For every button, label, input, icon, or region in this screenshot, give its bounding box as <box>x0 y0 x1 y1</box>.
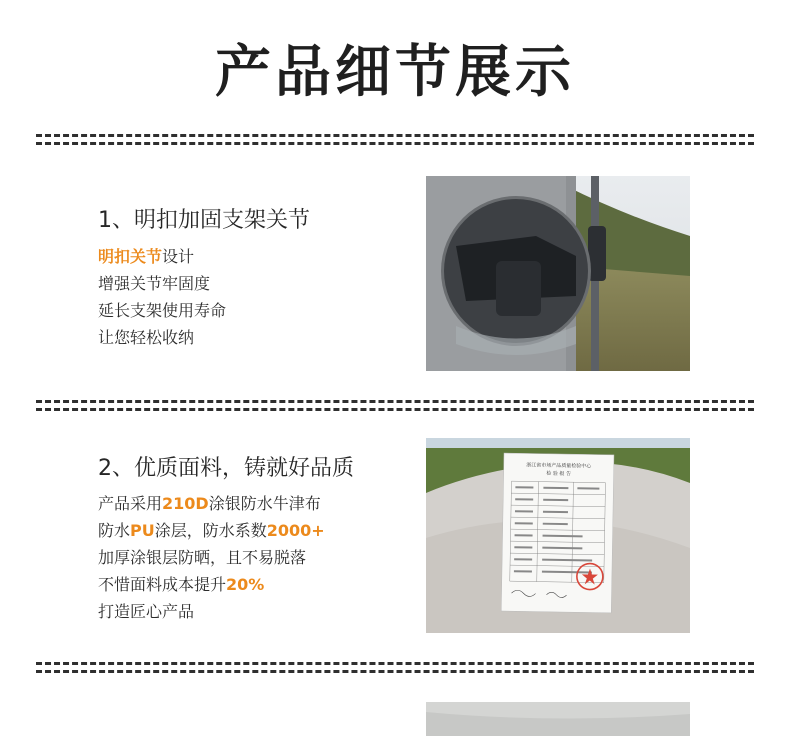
plain-text: 打造匠心产品 <box>98 602 195 621</box>
highlight-text: 明扣关节 <box>98 247 163 266</box>
highlight-text: PU <box>130 521 155 540</box>
description-line <box>98 517 325 544</box>
description-line <box>98 297 226 324</box>
plain-text: 不惜面料成本提升 <box>98 575 227 594</box>
highlight-text: 2000+ <box>266 521 325 540</box>
doc-title: 浙江省市场产品质量检验中心 <box>526 462 592 470</box>
page-title: 产品细节展示 <box>215 40 575 105</box>
plain-text: 涂银防水牛津布 <box>208 494 321 513</box>
fabric-test-report-photo <box>426 438 690 633</box>
description-line <box>98 544 325 571</box>
description-line <box>98 571 325 598</box>
description-line <box>98 490 325 517</box>
plain-text: 防水 <box>98 521 131 540</box>
section-1-heading: 1、明扣加固支架关节 <box>98 208 310 233</box>
divider-bottom <box>36 662 754 674</box>
plain-text: 加厚涂银层防晒，且不易脱落 <box>98 548 307 567</box>
highlight-text: 20% <box>226 575 265 594</box>
divider-middle <box>36 400 754 412</box>
plain-text: 延长支架使用寿命 <box>98 301 227 320</box>
section-2-description <box>98 490 325 625</box>
highlight-text: 210D <box>162 494 209 513</box>
doc-subtitle: 检 验 报 告 <box>546 470 572 478</box>
description-line <box>98 270 226 297</box>
plain-text: 设计 <box>162 247 195 266</box>
tent-joint-closeup-photo <box>426 176 690 371</box>
description-line <box>98 324 226 351</box>
next-section-photo <box>426 702 690 736</box>
description-line <box>98 243 226 270</box>
section-2-heading: 2、优质面料，铸就好品质 <box>98 456 354 481</box>
plain-text: 让您轻松收纳 <box>98 328 195 347</box>
plain-text: 产品采用 <box>98 494 163 513</box>
divider-top <box>36 134 754 146</box>
plain-text: 涂层，防水系数 <box>154 521 267 540</box>
plain-text: 增强关节牢固度 <box>98 274 211 293</box>
description-line <box>98 598 325 625</box>
section-1-description <box>98 243 226 351</box>
